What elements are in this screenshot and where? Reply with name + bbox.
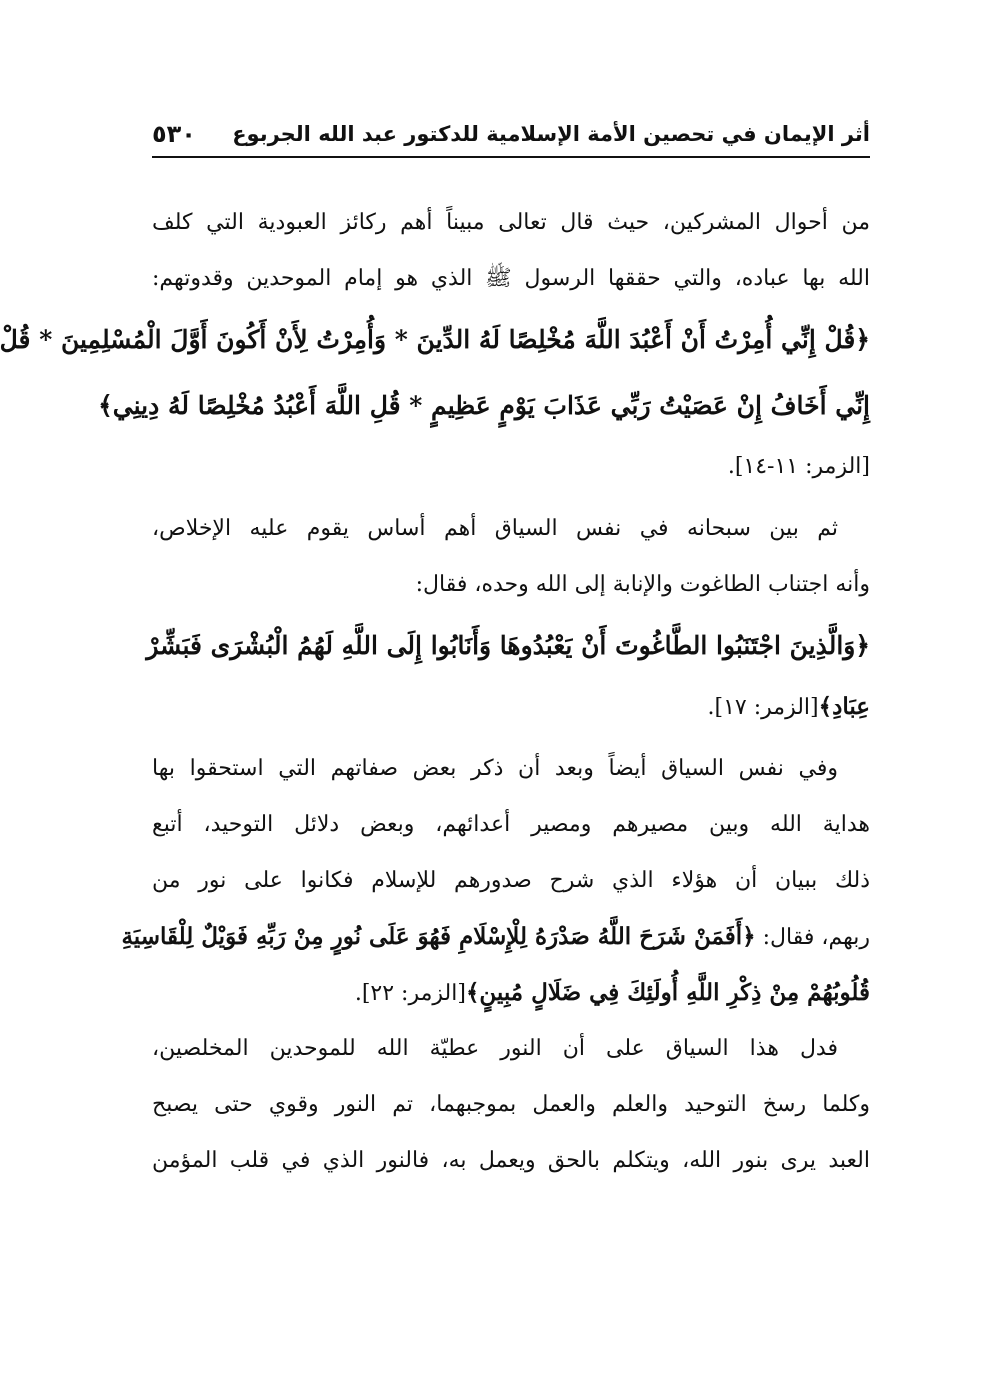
verse-end-line [152, 679, 870, 735]
verse-reference: [الزمر: ٢٢]. [354, 981, 466, 1006]
quran-verse-line: ﴿قُلْ إِنِّي أُمِرْتُ أَنْ أَعْبُدَ اللَّهَ مُخْلِصًا لَهُ الدِّينَ * وَأُمِرْتُ لِأَنْ أَكُونَ أَوَّلَ الْمُسْلِمِينَ * قُلْ [0, 325, 870, 354]
page-header [152, 118, 870, 162]
paragraph-line: العبد يرى بنور الله، ويتكلم بالحق ويعمل به، فالنور الذي في قلب المؤمن [152, 1148, 870, 1173]
quran-verse-fragment: ﴿أَفَمَنْ شَرَحَ اللَّهُ صَدْرَهُ لِلْإِسْلَامِ فَهُوَ عَلَى نُورٍ مِنْ رَبِّهِ فَوَيْلٌ لِلْقَاسِيَةِ [121, 923, 756, 950]
paragraph-line: من أحوال المشركين، حيث قال تعالى مبيناً أهم ركائز العبودية التي كلف [152, 210, 870, 235]
verse-reference: [الزمر: ١٧]. [707, 695, 819, 720]
quran-verse-fragment: عِبَادِ﴾ [818, 693, 870, 720]
paragraph-line: هداية الله وبين مصيرهم ومصير أعدائهم، وبعض دلائل التوحيد، أتبع [152, 812, 870, 837]
paragraph-line: ذلك ببيان أن هؤلاء الذي شرح صدورهم للإسلام فكانوا على نور من [152, 868, 870, 893]
paragraph-line: وفي نفس السياق أيضاً وبعد أن ذكر بعض صفاتهم التي استحقوا بها [152, 756, 838, 781]
header-divider [152, 156, 870, 158]
quran-verse-line: إِنِّي أَخَافُ إِنْ عَصَيْتُ رَبِّي عَذَابَ يَوْمٍ عَظِيمٍ * قُلِ اللَّهَ أَعْبُدُ مُخْلِصًا لَهُ دِينِي﴾ [98, 391, 870, 420]
paragraph-line: ثم بين سبحانه في نفس السياق أهم أساس يقوم عليه الإخلاص، [152, 516, 838, 541]
quran-verse-line: ﴿وَالَّذِينَ اجْتَنَبُوا الطَّاغُوتَ أَنْ يَعْبُدُوهَا وَأَنَابُوا إِلَى اللَّهِ لَهُمُ الْبُشْرَى فَبَشِّرْ [146, 631, 870, 660]
paragraph-line: وأنه اجتناب الطاغوت والإنابة إلى الله وحده، فقال: [415, 572, 870, 597]
paragraph-line: الله بها عباده، والتي حققها الرسول ﷺ الذي هو إمام الموحدين وقدوتهم: [152, 266, 870, 291]
paragraph-line: فدل هذا السياق على أن النور عطيّة الله للموحدين المخلصين، [152, 1036, 838, 1061]
paragraph-fragment: ربهم، فقال: [755, 925, 870, 950]
verse-reference: [الزمر: ١١-١٤]. [727, 454, 870, 479]
body-text [0, 195, 870, 1189]
verse-start-line [121, 909, 870, 965]
verse-end-line [152, 965, 870, 1021]
page-number: ٥٣٠ [152, 120, 196, 148]
paragraph-line: وكلما رسخ التوحيد والعلم والعمل بموجبهما، تم النور وقوي حتى يصبح [152, 1092, 870, 1117]
running-title: أثر الإيمان في تحصين الأمة الإسلامية للدكتور عبد الله الجربوع [232, 122, 870, 146]
quran-verse-fragment: قُلُوبُهُمْ مِنْ ذِكْرِ اللَّهِ أُولَئِكَ فِي ضَلَالٍ مُبِينٍ﴾ [465, 979, 870, 1006]
